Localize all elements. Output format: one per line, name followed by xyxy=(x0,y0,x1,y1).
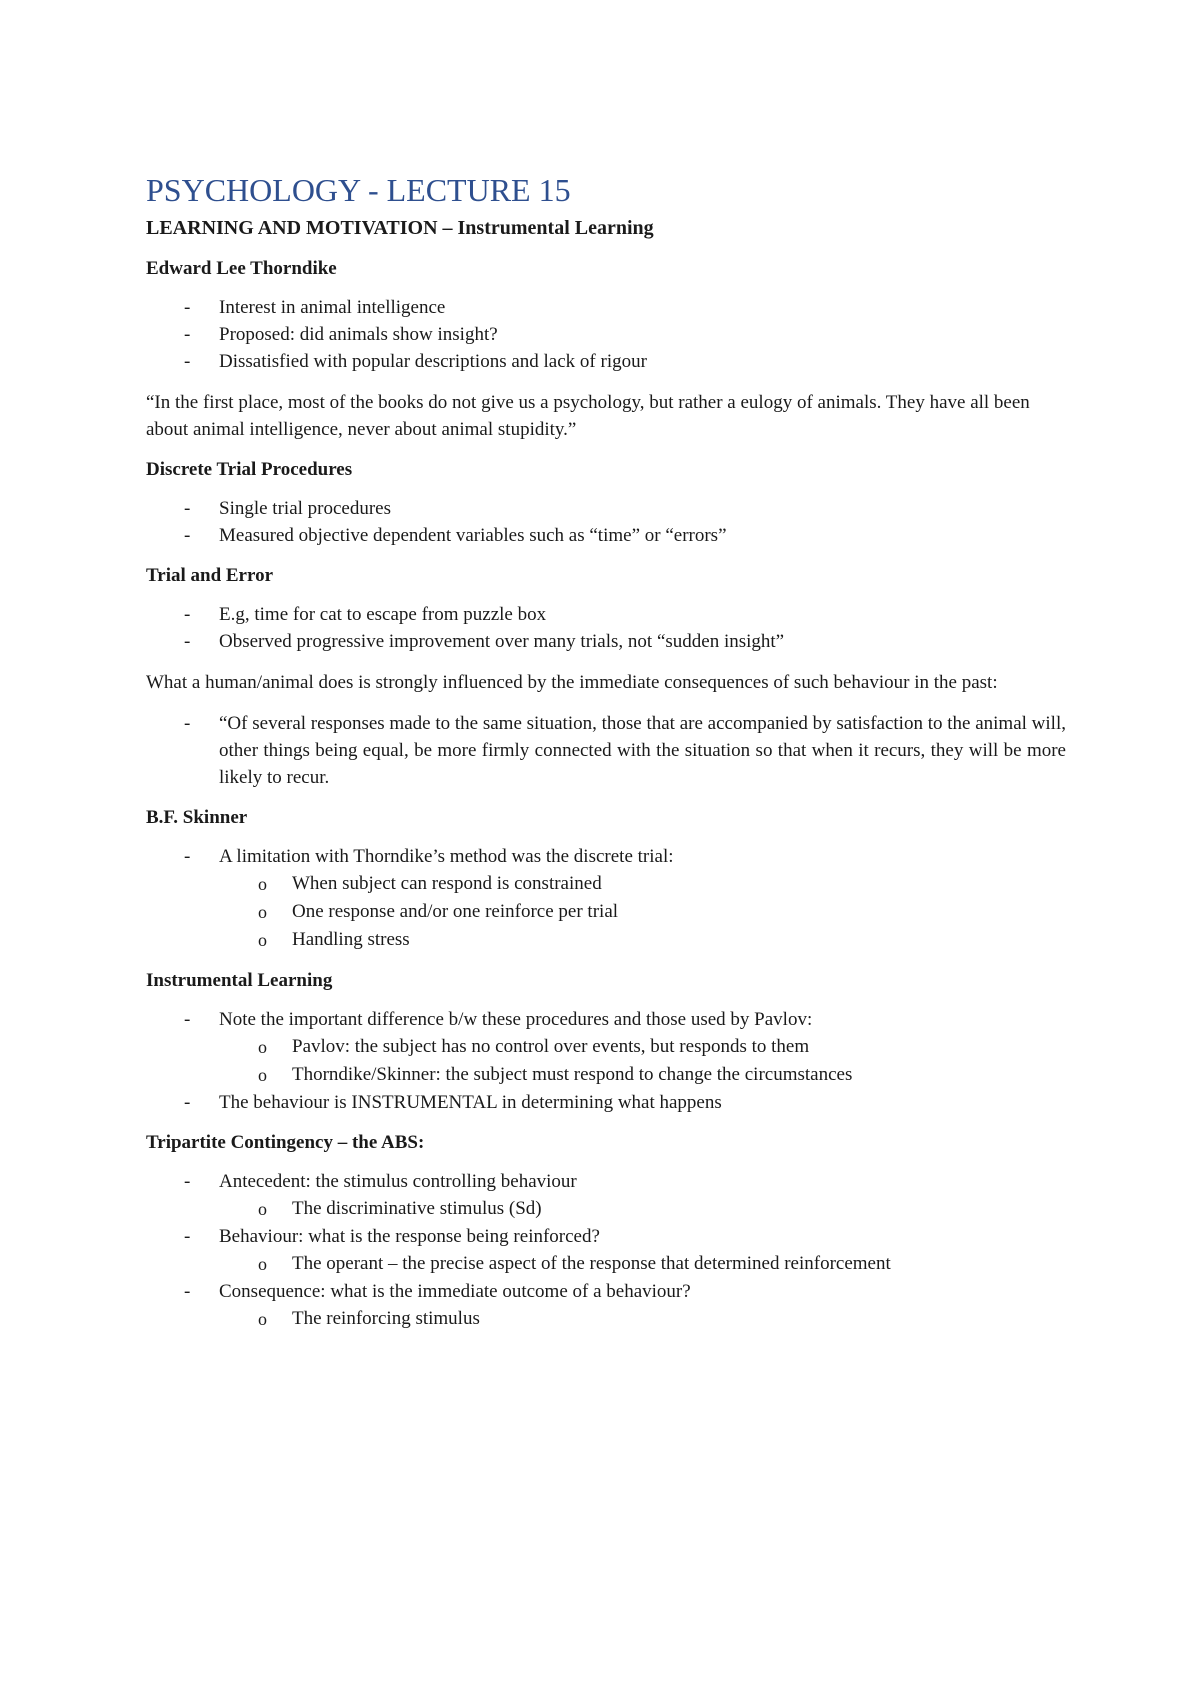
list-item xyxy=(146,294,1066,321)
circle-bullet-marker: o xyxy=(258,1309,267,1329)
circle-bullet-marker: o xyxy=(258,1199,267,1219)
skinner-sublist xyxy=(219,870,1066,954)
section-heading-skinner: B.F. Skinner xyxy=(146,807,248,828)
sub-list-item-text: Pavlov: the subject has no control over events, but responds to them xyxy=(292,1036,810,1057)
dash-marker: - xyxy=(184,297,191,318)
list-item xyxy=(146,843,1066,954)
list-item xyxy=(146,1006,1066,1089)
circle-bullet-marker: o xyxy=(258,1037,267,1057)
list-item xyxy=(146,628,1066,655)
list-item xyxy=(146,1089,1066,1116)
thorndike-quote: “In the first place, most of the books do not give us a psychology, but rather a eulogy of animals. They have all been about animal intelligence, never about animal stupidity.” xyxy=(146,392,1030,440)
dash-marker: - xyxy=(184,1226,191,1247)
circle-bullet-marker: o xyxy=(258,930,267,950)
sub-list-item xyxy=(219,1250,1066,1278)
list-item-text: The behaviour is INSTRUMENTAL in determining what happens xyxy=(219,1092,722,1113)
dash-marker: - xyxy=(184,631,191,652)
list-item xyxy=(146,601,1066,628)
sub-list-item-text: The operant – the precise aspect of the response that determined reinforcement xyxy=(292,1253,891,1274)
list-item xyxy=(146,1223,1066,1278)
sub-list-item xyxy=(219,898,1066,926)
dash-marker: - xyxy=(184,1281,191,1302)
law-of-effect-intro: What a human/animal does is strongly influenced by the immediate consequences of such behaviour in the past: xyxy=(146,672,998,693)
list-item xyxy=(146,522,1066,549)
circle-bullet-marker: o xyxy=(258,1065,267,1085)
sub-list-item xyxy=(219,1061,1066,1089)
list-item-text: Dissatisfied with popular descriptions and lack of rigour xyxy=(219,351,647,372)
list-item-text: Behaviour: what is the response being reinforced? xyxy=(219,1226,600,1247)
list-item xyxy=(146,1278,1066,1333)
list-item xyxy=(146,710,1066,791)
dash-marker: - xyxy=(184,351,191,372)
instrumental-list xyxy=(146,1006,1066,1116)
page-subtitle: LEARNING AND MOTIVATION – Instrumental Learning xyxy=(146,217,654,239)
skinner-list xyxy=(146,843,1066,954)
tripartite-sublist xyxy=(219,1250,1066,1278)
thorndike-list xyxy=(146,294,1066,375)
dash-marker: - xyxy=(184,1009,191,1030)
dash-marker: - xyxy=(184,713,191,734)
page-title: PSYCHOLOGY - LECTURE 15 xyxy=(146,172,571,208)
sub-list-item xyxy=(219,870,1066,898)
tripartite-sublist xyxy=(219,1195,1066,1223)
tripartite-sublist xyxy=(219,1305,1066,1333)
dash-marker: - xyxy=(184,846,191,867)
sub-list-item-text: Thorndike/Skinner: the subject must respond to change the circumstances xyxy=(292,1064,853,1085)
list-item-text: Interest in animal intelligence xyxy=(219,297,446,318)
sub-list-item-text: Handling stress xyxy=(292,929,410,950)
dash-marker: - xyxy=(184,1171,191,1192)
section-heading-trial-error: Trial and Error xyxy=(146,565,274,586)
law-of-effect-quote: “Of several responses made to the same situation, those that are accompanied by satisfaction to the animal will, other things being equal, be more firmly connected with the situation so that when it recurs, they will be more likely to recur. xyxy=(219,713,1066,788)
section-heading-instrumental: Instrumental Learning xyxy=(146,970,333,991)
list-item-text: Single trial procedures xyxy=(219,498,392,519)
dash-marker: - xyxy=(184,498,191,519)
tripartite-list xyxy=(146,1168,1066,1333)
sub-list-item xyxy=(219,926,1066,954)
list-item-text: E.g, time for cat to escape from puzzle box xyxy=(219,604,547,625)
section-heading-tripartite: Tripartite Contingency – the ABS: xyxy=(146,1132,425,1153)
list-item-text: Antecedent: the stimulus controlling behaviour xyxy=(219,1171,577,1192)
circle-bullet-marker: o xyxy=(258,1254,267,1274)
sub-list-item-text: When subject can respond is constrained xyxy=(292,873,602,894)
dash-marker: - xyxy=(184,604,191,625)
circle-bullet-marker: o xyxy=(258,874,267,894)
section-heading-discrete-trial: Discrete Trial Procedures xyxy=(146,459,353,480)
list-item-text: Observed progressive improvement over many trials, not “sudden insight” xyxy=(219,631,785,652)
dash-marker: - xyxy=(184,1092,191,1113)
section-heading-thorndike: Edward Lee Thorndike xyxy=(146,258,337,279)
sub-list-item-text: One response and/or one reinforce per trial xyxy=(292,901,619,922)
sub-list-item xyxy=(219,1033,1066,1061)
list-item-text: Measured objective dependent variables such as “time” or “errors” xyxy=(219,525,727,546)
sub-list-item-text: The reinforcing stimulus xyxy=(292,1308,480,1329)
list-item xyxy=(146,348,1066,375)
sub-list-item xyxy=(219,1195,1066,1223)
list-item-text: Note the important difference b/w these procedures and those used by Pavlov: xyxy=(219,1009,813,1030)
list-item xyxy=(146,495,1066,522)
discrete-trial-list xyxy=(146,495,1066,549)
dash-marker: - xyxy=(184,525,191,546)
list-item-text: Proposed: did animals show insight? xyxy=(219,324,498,345)
list-item xyxy=(146,321,1066,348)
sub-list-item xyxy=(219,1305,1066,1333)
list-item-text: A limitation with Thorndike’s method was the discrete trial: xyxy=(219,846,674,867)
circle-bullet-marker: o xyxy=(258,902,267,922)
law-of-effect-list xyxy=(146,710,1066,791)
list-item xyxy=(146,1168,1066,1223)
document-page xyxy=(146,170,1066,1347)
instrumental-sublist xyxy=(219,1033,1066,1089)
trial-error-list xyxy=(146,601,1066,655)
dash-marker: - xyxy=(184,324,191,345)
sub-list-item-text: The discriminative stimulus (Sd) xyxy=(292,1198,542,1219)
list-item-text: Consequence: what is the immediate outcome of a behaviour? xyxy=(219,1281,691,1302)
